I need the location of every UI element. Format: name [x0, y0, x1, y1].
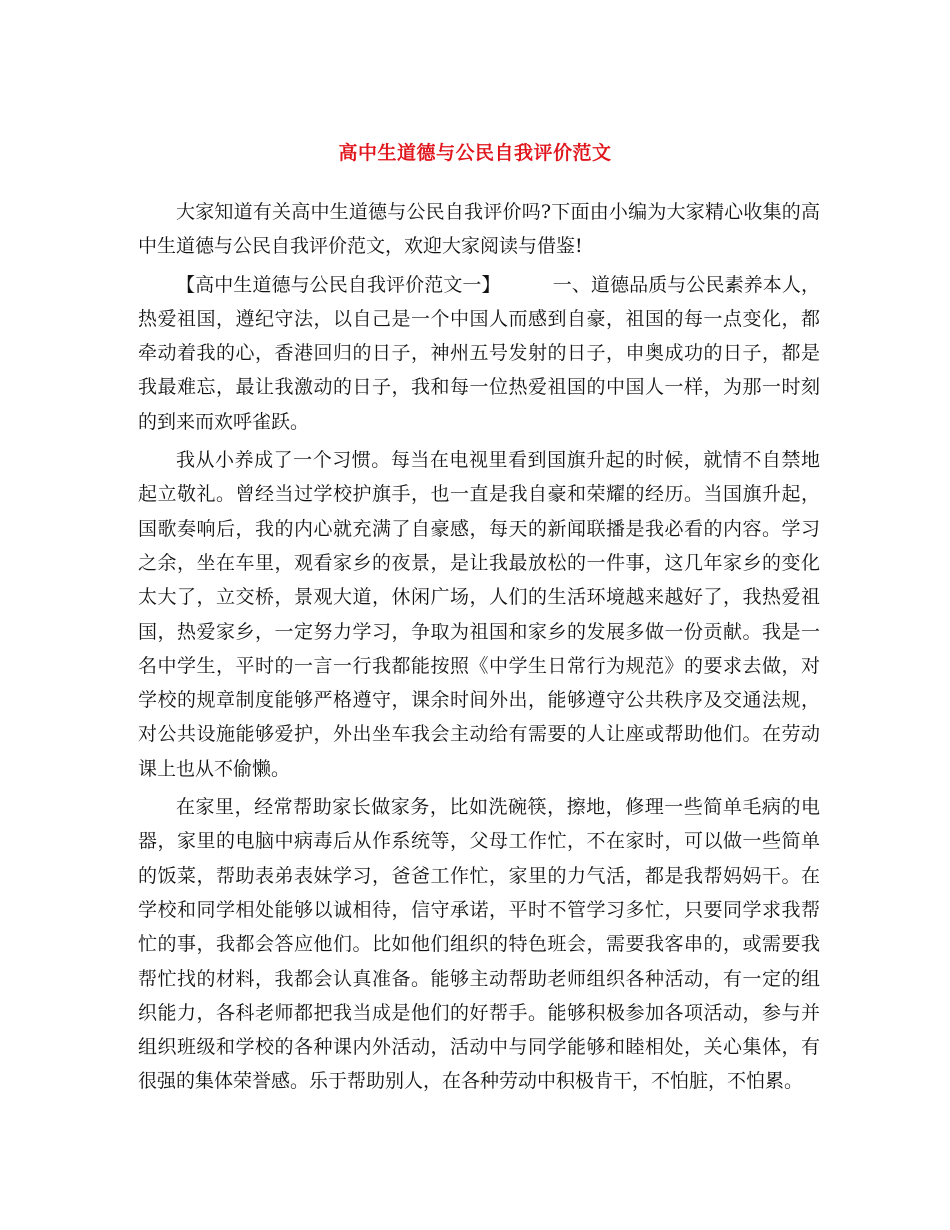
- body-paragraph: 我从小养成了一个习惯。每当在电视里看到国旗升起的时候，就情不自禁地起立敬礼。曾经当过学校护旗手，也一直是我自豪和荣耀的经历。当国旗升起，国歌奏响后，我的内心就充满了自豪感，每天的新闻联播是我必看的内容。学习之余，坐在车里，观看家乡的夜景，是让我最放松的一件事，这几年家乡的变化太大了，立交桥，景观大道，休闲广场，人们的生活环境越来越好了，我热爱祖国，热爱家乡，一定努力学习，争取为祖国和家乡的发展多做一份贡献。我是一名中学生，平时的一言一行我都能按照《中学生日常行为规范》的要求去做，对学校的规章制度能够严格遵守，课余时间外出，能够遵守公共秩序及交通法规，对公共设施能够爱护，外出坐车我会主动给有需要的人让座或帮助他们。在劳动课上也从不偷懒。: [138, 449, 820, 780]
- document-title: 高中生道德与公民自我评价范文: [338, 142, 612, 164]
- section-paragraph-text: 一、道德品质与公民素养本人，热爱祖国，遵纪守法，以自己是一个中国人而感到自豪，祖国的每一点变化，都牵动着我的心，香港回归的日子，神州五号发射的日子，申奥成功的日子，都是我最难忘，最让我激动的日子，我和每一位热爱祖国的中国人一样，为那一时刻的到来而欢呼雀跃。: [138, 273, 820, 433]
- intro-paragraph: 大家知道有关高中生道德与公民自我评价吗?下面由小编为大家精心收集的高中生道德与公民自我评价范文，欢迎大家阅读与借鉴!: [138, 201, 820, 258]
- body-paragraph: 在家里，经常帮助家长做家务，比如洗碗筷，擦地，修理一些简单毛病的电器，家里的电脑中病毒后从作系统等，父母工作忙，不在家时，可以做一些简单的饭菜，帮助表弟表妹学习，爸爸工作忙，家里的力气活，都是我帮妈妈干。在学校和同学相处能够以诚相待，信守承诺，平时不管学习多忙，只要同学求我帮忙的事，我都会答应他们。比如他们组织的特色班会，需要我客串的，或需要我帮忙找的材料，我都会认真准备。能够主动帮助老师组织各种活动，有一定的组织能力，各科老师都把我当成是他们的好帮手。能够积极参加各项活动，参与并组织班级和学校的各种课内外活动，活动中与同学能够和睦相处，关心集体，有很强的集体荣誉感。乐于帮助别人，在各种劳动中积极肯干，不怕脏，不怕累。: [138, 796, 820, 1093]
- section-paragraph: [138, 268, 820, 439]
- document-body: [138, 195, 820, 1099]
- section-heading: 【高中生道德与公民自我评价范文一】: [176, 273, 501, 296]
